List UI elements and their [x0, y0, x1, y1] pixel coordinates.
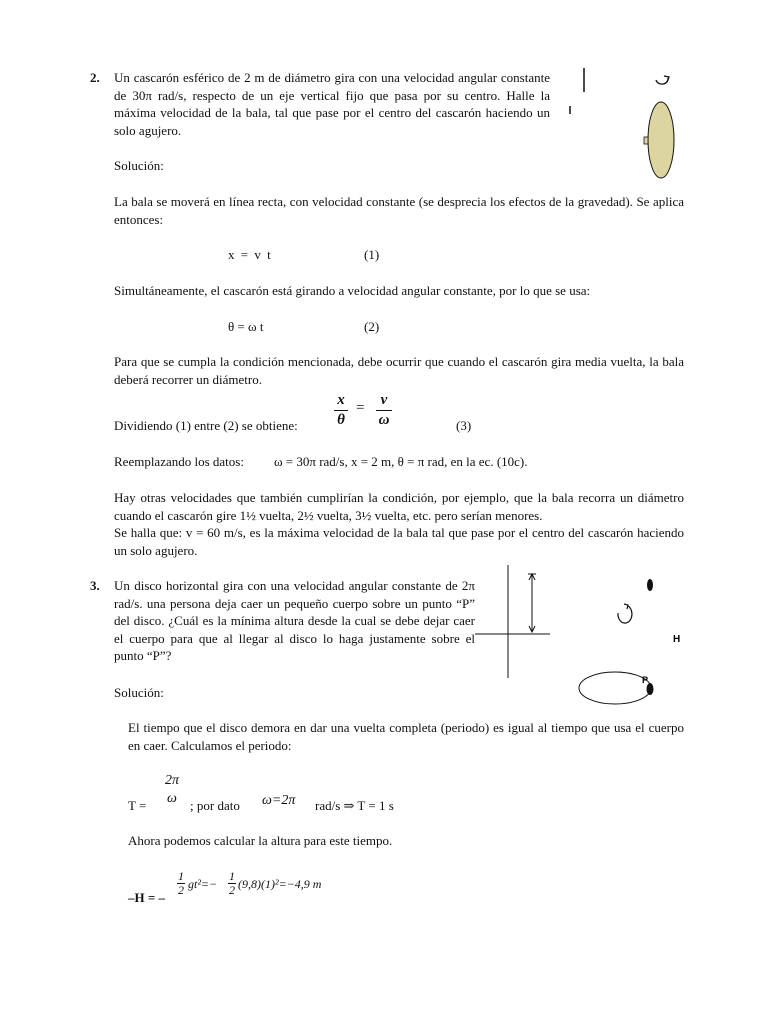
problem-2-para-5: Se halla que: v = 60 m/s, es la máxima velocidad de la bala tal que pase por el centro del cascarón haciendo un solo agujero.	[114, 525, 684, 558]
half-numerator-1: 1	[178, 869, 184, 883]
equation-2: θ = ω t	[228, 319, 264, 334]
problem-2-solution-label: Solución:	[114, 158, 164, 173]
figure-label-P: P	[642, 675, 649, 685]
half-fraction-1	[177, 870, 185, 897]
height-label: –H = –	[128, 890, 166, 905]
problem-3-para-1: El tiempo que el disco demora en dar una vuelta completa (periodo) es igual al tiempo que usa el cuerpo en caer. Calculamos el periodo:	[128, 720, 684, 753]
problem-2-statement: Un cascarón esférico de 2 m de diámetro gira con una velocidad angular constante de 30π rad/s, respecto de un eje vertical fijo que pasa por su centro. Halle la máxima velocidad de la bala, tal que pase por el centro del cascarón haciendo un solo agujero.	[114, 70, 550, 138]
spherical-shell-figure	[560, 60, 690, 190]
replace-label: Reemplazando los datos:	[114, 454, 244, 469]
fraction-v-omega	[376, 392, 392, 429]
period-denominator: ω	[167, 791, 177, 806]
period-T-label: T =	[128, 798, 147, 813]
period-fraction	[162, 773, 182, 807]
half-numerator-2: 1	[229, 869, 235, 883]
height-expression-2: (9,8)(1)²=−4,9 m	[238, 877, 322, 891]
fraction-v: v	[380, 392, 388, 408]
problem-3-number: 3.	[90, 578, 100, 593]
half-denominator-2: 2	[229, 883, 235, 897]
half-denominator-1: 2	[178, 883, 184, 897]
equation-1: x = v t	[228, 247, 271, 262]
por-dato-text: ; por dato	[190, 798, 240, 813]
equation-2-number: (2)	[364, 319, 380, 334]
problem-3-solution-label: Solución:	[114, 685, 164, 700]
equation-1-number: (1)	[364, 247, 380, 262]
rad-result: rad/s ⇒ T = 1 s	[315, 798, 394, 813]
height-expression-1: gt²=−	[188, 877, 218, 891]
fraction-x: x	[337, 392, 345, 408]
problem-2-para-4: Hay otras velocidades que también cumplirían la condición, por ejemplo, que la bala recorra un diámetro cuando el cascarón gire 1½ vuelta, 2½ vuelta, 3½ vuelta, etc. pero serían menores.	[114, 490, 684, 523]
equation-3-number: (3)	[456, 418, 472, 433]
fraction-theta: θ	[337, 412, 345, 428]
rotating-disc-figure	[470, 560, 700, 710]
problem-2-para-3: Para que se cumpla la condición mencionada, debe ocurrir que cuando el cascarón gira media vuelta, la bala deberá recorrer un diámetro.	[114, 354, 684, 387]
replace-values: ω = 30π rad/s, x = 2 m, θ = π rad, en la ec. (10c).	[274, 454, 528, 469]
problem-2-para-2: Simultáneamente, el cascarón está girando a velocidad angular constante, por lo que se usa:	[114, 283, 591, 298]
figure-label-H: H	[673, 634, 681, 645]
fraction-omega: ω	[378, 412, 390, 428]
problem-3-para-2: Ahora podemos calcular la altura para este tiempo.	[128, 833, 393, 848]
omega-value: ω=2π	[262, 793, 296, 808]
problem-3-statement: Un disco horizontal gira con una velocidad angular constante de 2π rad/s. una persona deja caer un pequeño cuerpo sobre un punto “P” del disco. ¿Cuál es la mínima altura desde la cual se debe dejar caer el cuerpo para que al llegar al disco lo haga justamente sobre el punto “P”?	[114, 578, 475, 663]
problem-2-para-1: La bala se moverá en línea recta, con velocidad constante (se desprecia los efectos de la gravedad). Se aplica entonces:	[114, 194, 684, 227]
equation-3-equals: =	[356, 400, 365, 416]
problem-2-number: 2.	[90, 70, 100, 85]
period-numerator: 2π	[164, 773, 179, 788]
dividing-text: Dividiendo (1) entre (2) se obtiene:	[114, 418, 298, 433]
half-fraction-2	[228, 870, 236, 897]
fraction-x-theta	[334, 392, 348, 429]
